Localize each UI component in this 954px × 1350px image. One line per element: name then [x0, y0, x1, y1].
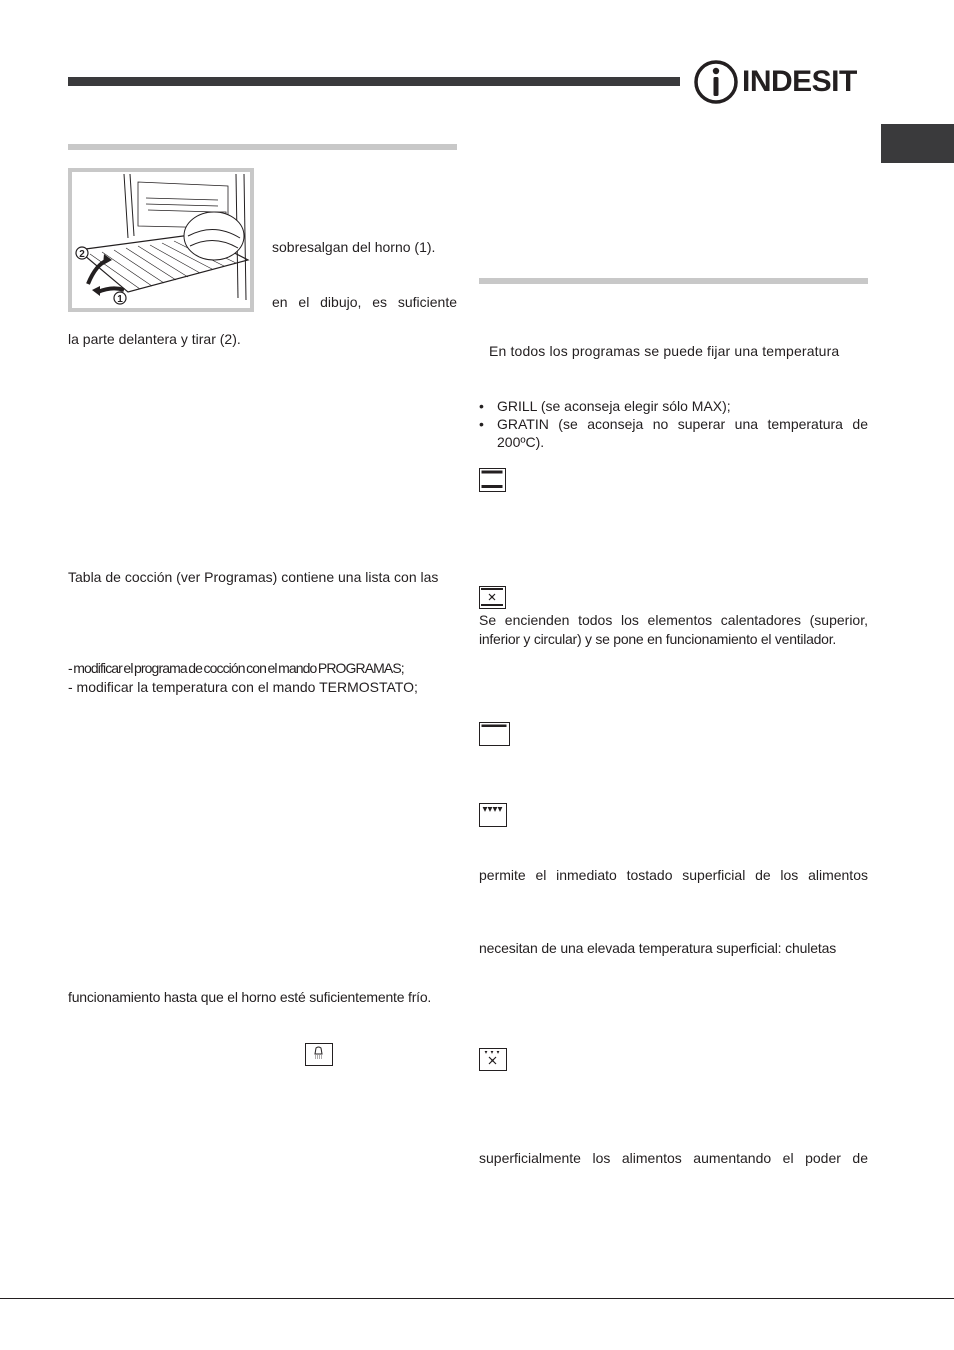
- oven-rack-illustration: [68, 168, 254, 312]
- bullet-gratin-text: GRATIN (se aconseja no superar una temperatura de: [497, 416, 868, 432]
- figure-label-1: 1: [117, 294, 123, 305]
- oven-top-bottom-heat-icon: [479, 468, 506, 492]
- bullet-grill-text: GRILL (se aconseja elegir sólo MAX);: [497, 398, 731, 414]
- brand-wordmark: INDESIT: [742, 65, 857, 98]
- brand-logo: [694, 58, 870, 106]
- text-line-thermostat: - modificar la temperatura con el mando TERMOSTATO;: [68, 679, 418, 695]
- oven-gratin-fan-icon: [479, 1048, 507, 1071]
- bullet-grill: • GRILL (se aconseja elegir sólo MAX);: [479, 398, 731, 414]
- text-grill-1: permite el inmediato tostado superficial de los alimentos: [479, 867, 868, 883]
- text-multi-2: inferior y circular) y se pone en funcionamiento el ventilador.: [479, 631, 836, 647]
- oven-light-icon: [305, 1043, 333, 1066]
- text-line-rack-3: la parte delantera y tirar (2).: [68, 331, 241, 347]
- text-grill-2: necesitan de una elevada temperatura superficial: chuletas: [479, 940, 837, 956]
- text-line-cooldown: funcionamiento hasta que el horno esté suficientemente frío.: [68, 989, 432, 1005]
- section-divider-right: [479, 278, 868, 284]
- bullet-gratin-cont: 200ºC).: [497, 434, 545, 450]
- text-line-rack-2: en el dibujo, es suficiente: [272, 294, 457, 310]
- text-gratin-1: superficialmente los alimentos aumentando el poder de: [479, 1150, 868, 1166]
- oven-top-heat-icon: [479, 722, 510, 746]
- text-intro: En todos los programas se puede fijar una temperatura: [489, 343, 840, 359]
- text-line-table: Tabla de cocción (ver Programas) contiene una lista con las: [68, 569, 439, 585]
- oven-multi-fan-icon: [479, 586, 506, 609]
- language-tab: [881, 124, 954, 163]
- text-line-rack-1: sobresalgan del horno (1).: [272, 239, 436, 255]
- oven-grill-icon: [479, 803, 507, 827]
- section-divider-left: [68, 144, 457, 150]
- text-line-programs: - modificar el programa de cocción con el mando PROGRAMAS;: [68, 660, 404, 676]
- figure-label-2: 2: [79, 249, 85, 260]
- footer-rule: [0, 1298, 954, 1299]
- header-rule: [68, 77, 680, 86]
- text-multi-1: Se encienden todos los elementos calentadores (superior,: [479, 612, 868, 628]
- rack-figure: [68, 168, 254, 312]
